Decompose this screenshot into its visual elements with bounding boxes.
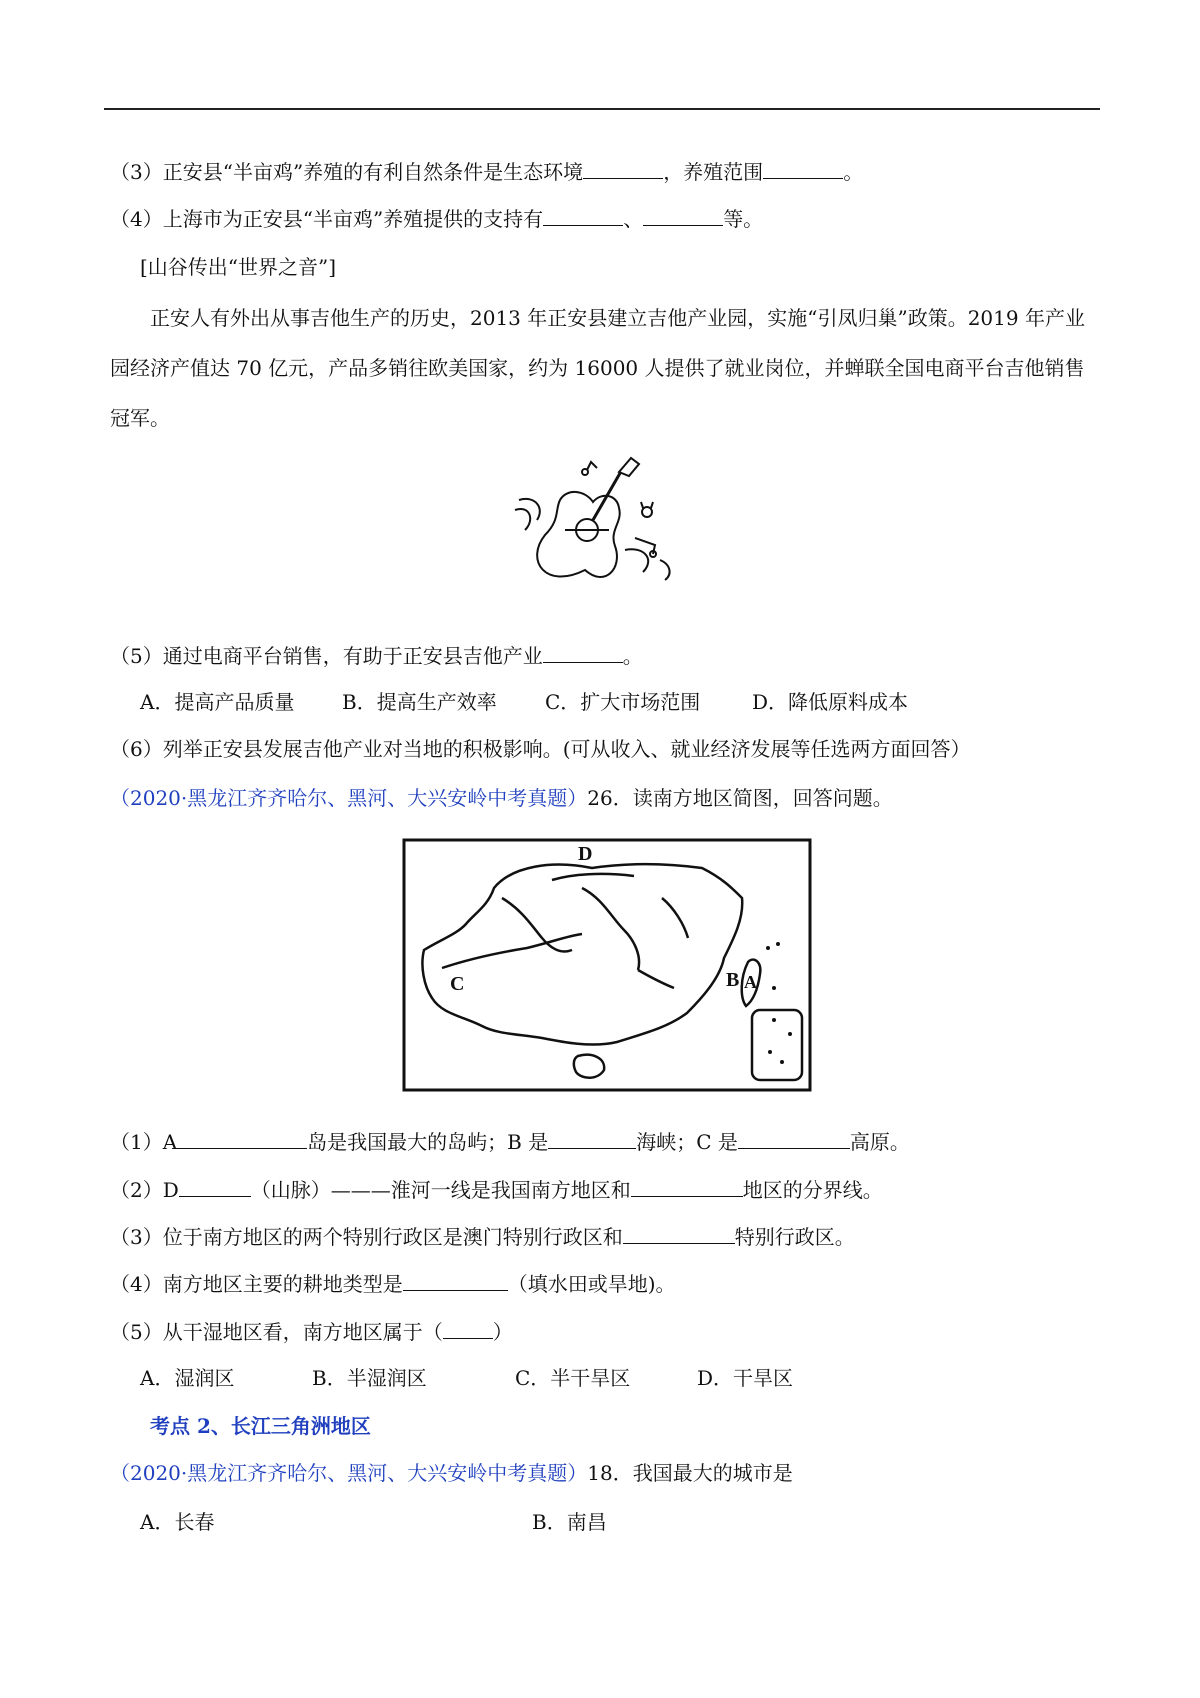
answer-blank[interactable] xyxy=(631,1174,743,1197)
q26-5-option-a[interactable]: A．湿润区 xyxy=(140,1366,235,1390)
answer-blank[interactable] xyxy=(543,203,623,226)
answer-blank[interactable] xyxy=(179,1174,251,1197)
answer-blank[interactable] xyxy=(763,156,843,179)
answer-blank[interactable] xyxy=(177,1126,307,1149)
answer-blank[interactable] xyxy=(583,156,663,179)
question-source: （2020·黑龙江齐齐哈尔、黑河、大兴安岭中考真题） xyxy=(110,1461,588,1485)
q26-5-option-c[interactable]: C．半干旱区 xyxy=(515,1366,631,1390)
question-26-5: （5）从干湿地区看，南方地区属于（ ） xyxy=(110,1316,513,1346)
question-26: （2020·黑龙江齐齐哈尔、黑河、大兴安岭中考真题）26．读南方地区简图，回答问题。 xyxy=(110,786,893,810)
question-source: （2020·黑龙江齐齐哈尔、黑河、大兴安岭中考真题） xyxy=(110,786,588,810)
q18-option-a[interactable]: A．长春 xyxy=(140,1510,215,1534)
map-label-a: A xyxy=(744,972,757,992)
q26-5-option-b[interactable]: B．半湿润区 xyxy=(312,1366,427,1390)
q5-option-b[interactable]: B．提高生产效率 xyxy=(342,690,497,714)
map-label-c: C xyxy=(450,973,465,995)
answer-blank[interactable] xyxy=(548,1126,636,1149)
question-26-2: （2）D （山脉）———淮河一线是我国南方地区和 地区的分界线。 xyxy=(110,1174,883,1204)
section-title: [山谷传出“世界之音”] xyxy=(140,255,337,279)
answer-blank[interactable] xyxy=(543,640,623,663)
answer-blank[interactable] xyxy=(403,1268,508,1291)
map-drawing xyxy=(402,838,812,1092)
map-label-b: B xyxy=(726,969,740,991)
section-heading: 考点 2、长江三角洲地区 xyxy=(150,1414,371,1438)
guitar-illustration xyxy=(505,450,685,605)
q5-option-a[interactable]: A．提高产品质量 xyxy=(140,690,295,714)
south-china-map xyxy=(402,838,812,1092)
question-26-1: （1）A 岛是我国最大的岛屿；B 是 海峡；C 是 高原。 xyxy=(110,1126,910,1156)
q26-5-option-d[interactable]: D．干旱区 xyxy=(697,1366,794,1390)
q5-option-d[interactable]: D．降低原料成本 xyxy=(752,690,909,714)
guitar-drawing xyxy=(505,450,685,605)
answer-blank[interactable] xyxy=(643,203,723,226)
question-26-3: （3）位于南方地区的两个特别行政区是澳门特别行政区和 特别行政区。 xyxy=(110,1221,855,1251)
header-rule xyxy=(104,108,1100,110)
question-4: （4）上海市为正安县“半亩鸡”养殖提供的支持有 、 等。 xyxy=(110,203,763,233)
answer-blank[interactable] xyxy=(443,1316,493,1339)
map-label-d: D xyxy=(578,843,593,865)
question-26-4: （4）南方地区主要的耕地类型是 （填水田或旱地)。 xyxy=(110,1268,676,1298)
question-5: （5）通过电商平台销售，有助于正安县吉他产业 。 xyxy=(110,640,643,670)
q5-option-c[interactable]: C．扩大市场范围 xyxy=(545,690,701,714)
answer-blank[interactable] xyxy=(623,1221,735,1244)
passage: 正安人有外出从事吉他生产的历史，2013 年正安县建立吉他产业园，实施“引凤归巢”政策。2019 年产业园经济产值达 70 亿元，产品多销往欧美国家，约为 16000 人提供了就业岗位，并蝉联全国电商平台吉他销售冠军。 xyxy=(110,306,1085,430)
question-18: （2020·黑龙江齐齐哈尔、黑河、大兴安岭中考真题）18．我国最大的城市是 xyxy=(110,1461,793,1485)
answer-blank[interactable] xyxy=(738,1126,850,1149)
question-3: （3）正安县“半亩鸡”养殖的有利自然条件是生态环境 ，养殖范围 。 xyxy=(110,156,863,186)
question-6: （6）列举正安县发展吉他产业对当地的积极影响。(可从收入、就业经济发展等任选两方面回答） xyxy=(110,737,971,761)
q18-option-b[interactable]: B．南昌 xyxy=(532,1510,607,1534)
